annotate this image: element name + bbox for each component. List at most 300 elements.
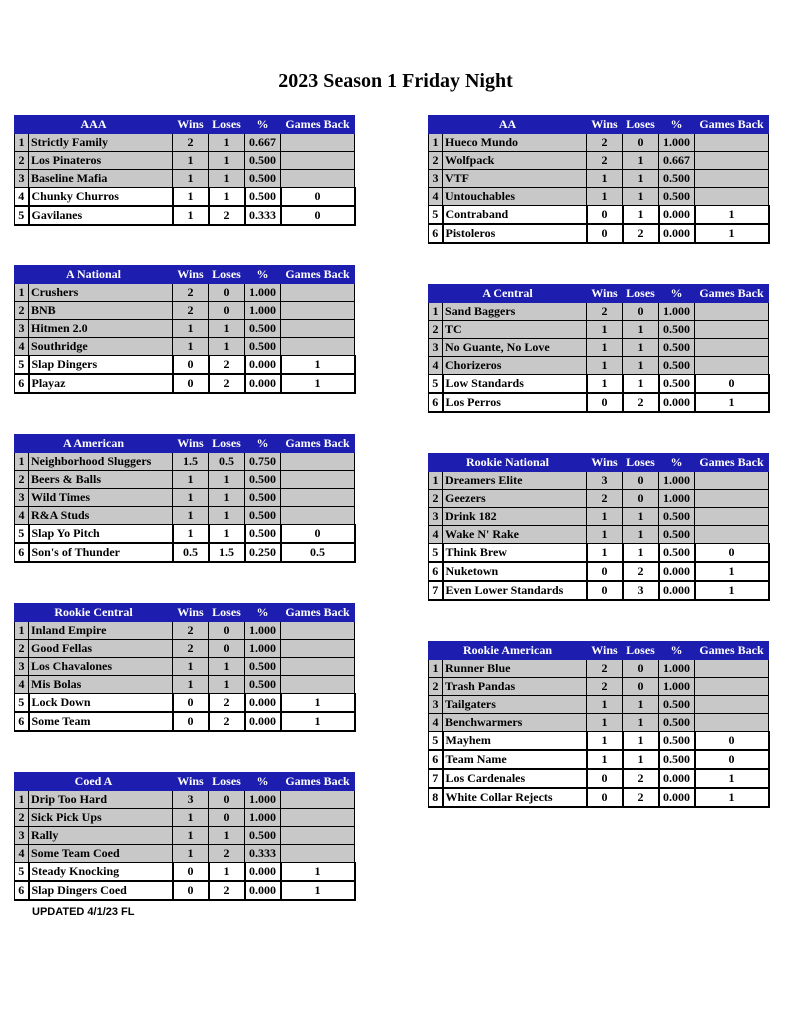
table-row xyxy=(429,526,769,544)
pct-cell: 0.000 xyxy=(245,694,281,713)
team-name-cell: Tailgaters xyxy=(443,696,587,714)
wins-cell: 2 xyxy=(587,134,623,152)
team-name-cell: Sick Pick Ups xyxy=(29,809,173,827)
pct-cell: 0.000 xyxy=(245,881,281,900)
wins-cell: 2 xyxy=(587,152,623,170)
wins-cell: 1 xyxy=(173,338,209,356)
games-back-cell: 1 xyxy=(281,694,355,713)
loses-cell: 0 xyxy=(209,640,245,658)
rank-cell: 1 xyxy=(15,453,29,471)
rank-cell: 2 xyxy=(15,152,29,170)
table-row xyxy=(15,845,355,863)
team-name-cell: Nuketown xyxy=(443,562,587,581)
rank-cell: 6 xyxy=(15,543,29,562)
loses-header: Loses xyxy=(623,642,659,660)
table-row xyxy=(429,750,769,769)
division-name: Rookie American xyxy=(429,642,587,660)
games-back-cell xyxy=(281,134,355,152)
pct-header: % xyxy=(245,266,281,284)
loses-header: Loses xyxy=(209,773,245,791)
pct-cell: 0.750 xyxy=(245,453,281,471)
wins-cell: 0 xyxy=(587,224,623,243)
pct-cell: 0.500 xyxy=(245,658,281,676)
wins-cell: 1 xyxy=(173,170,209,188)
loses-cell: 1 xyxy=(623,375,659,394)
wins-cell: 2 xyxy=(587,490,623,508)
pct-cell: 0.250 xyxy=(245,543,281,562)
games-back-cell: 1 xyxy=(695,769,769,788)
team-name-cell: Team Name xyxy=(443,750,587,769)
loses-cell: 1 xyxy=(623,526,659,544)
table-row xyxy=(429,581,769,600)
pct-cell: 0.333 xyxy=(245,206,281,225)
pct-cell: 0.000 xyxy=(245,356,281,375)
team-name-cell: Wake N' Rake xyxy=(443,526,587,544)
games-back-header: Games Back xyxy=(281,266,355,284)
rank-cell: 2 xyxy=(429,321,443,339)
wins-header: Wins xyxy=(173,435,209,453)
table-row xyxy=(15,525,355,544)
table-header-row xyxy=(15,773,355,791)
pct-cell: 1.000 xyxy=(659,660,695,678)
games-back-cell xyxy=(695,678,769,696)
table-row xyxy=(15,453,355,471)
pct-cell: 0.500 xyxy=(659,544,695,563)
table-row xyxy=(15,507,355,525)
pct-header: % xyxy=(659,116,695,134)
loses-cell: 1 xyxy=(623,339,659,357)
team-name-cell: Some Team xyxy=(29,712,173,731)
loses-cell: 1 xyxy=(209,188,245,207)
table-row xyxy=(429,696,769,714)
team-name-cell: No Guante, No Love xyxy=(443,339,587,357)
loses-cell: 1 xyxy=(623,321,659,339)
team-name-cell: Some Team Coed xyxy=(29,845,173,863)
games-back-cell xyxy=(695,490,769,508)
table-row xyxy=(429,788,769,807)
games-back-cell xyxy=(695,170,769,188)
pct-cell: 0.500 xyxy=(245,507,281,525)
team-name-cell: Pistoleros xyxy=(443,224,587,243)
wins-cell: 0 xyxy=(587,562,623,581)
team-name-cell: Contraband xyxy=(443,206,587,225)
wins-cell: 2 xyxy=(587,303,623,321)
games-back-cell: 1 xyxy=(281,356,355,375)
team-name-cell: Good Fellas xyxy=(29,640,173,658)
wins-cell: 1 xyxy=(173,471,209,489)
table-row xyxy=(429,206,769,225)
games-back-cell xyxy=(695,472,769,490)
table-row xyxy=(15,676,355,694)
pct-cell: 0.500 xyxy=(659,696,695,714)
pct-cell: 0.000 xyxy=(659,224,695,243)
loses-header: Loses xyxy=(623,285,659,303)
games-back-cell xyxy=(695,714,769,732)
rank-cell: 5 xyxy=(15,863,29,882)
table-header-row xyxy=(429,285,769,303)
table-row xyxy=(15,206,355,225)
loses-cell: 1 xyxy=(209,827,245,845)
team-name-cell: Mis Bolas xyxy=(29,676,173,694)
rank-cell: 2 xyxy=(15,809,29,827)
pct-cell: 0.500 xyxy=(659,170,695,188)
rank-cell: 6 xyxy=(429,750,443,769)
team-name-cell: Slap Dingers Coed xyxy=(29,881,173,900)
table-header-row xyxy=(429,454,769,472)
rank-cell: 1 xyxy=(15,134,29,152)
games-back-cell xyxy=(281,658,355,676)
games-back-cell xyxy=(695,357,769,375)
wins-header: Wins xyxy=(173,604,209,622)
division-name: AAA xyxy=(15,116,173,134)
games-back-header: Games Back xyxy=(281,773,355,791)
pct-cell: 0.500 xyxy=(245,489,281,507)
loses-cell: 2 xyxy=(209,694,245,713)
pct-cell: 0.667 xyxy=(659,152,695,170)
wins-header: Wins xyxy=(173,773,209,791)
rank-cell: 3 xyxy=(15,320,29,338)
pct-header: % xyxy=(659,285,695,303)
standings-table-rookie-central xyxy=(14,603,356,732)
wins-cell: 0 xyxy=(173,863,209,882)
team-name-cell: Wild Times xyxy=(29,489,173,507)
rank-cell: 3 xyxy=(15,170,29,188)
team-name-cell: Strictly Family xyxy=(29,134,173,152)
rank-cell: 4 xyxy=(429,526,443,544)
games-back-cell xyxy=(281,809,355,827)
standings-table-coed-a xyxy=(14,772,356,901)
loses-header: Loses xyxy=(209,116,245,134)
games-back-cell: 1 xyxy=(281,712,355,731)
pct-cell: 0.500 xyxy=(245,170,281,188)
pct-cell: 0.500 xyxy=(659,321,695,339)
games-back-cell xyxy=(281,676,355,694)
wins-cell: 1 xyxy=(587,357,623,375)
loses-cell: 0 xyxy=(209,302,245,320)
table-row xyxy=(15,320,355,338)
wins-cell: 1 xyxy=(587,188,623,206)
loses-cell: 1.5 xyxy=(209,543,245,562)
rank-cell: 3 xyxy=(429,696,443,714)
games-back-cell xyxy=(281,284,355,302)
wins-cell: 0 xyxy=(587,788,623,807)
table-row xyxy=(429,562,769,581)
games-back-cell: 1 xyxy=(281,881,355,900)
team-name-cell: Drink 182 xyxy=(443,508,587,526)
loses-cell: 2 xyxy=(209,845,245,863)
wins-cell: 1 xyxy=(587,526,623,544)
wins-header: Wins xyxy=(173,116,209,134)
division-name: A National xyxy=(15,266,173,284)
loses-cell: 1 xyxy=(209,134,245,152)
wins-cell: 1 xyxy=(587,321,623,339)
games-back-cell: 1 xyxy=(695,562,769,581)
wins-cell: 0 xyxy=(173,694,209,713)
rank-cell: 8 xyxy=(429,788,443,807)
rank-cell: 6 xyxy=(15,374,29,393)
loses-cell: 0 xyxy=(623,472,659,490)
wins-cell: 0 xyxy=(587,393,623,412)
rank-cell: 6 xyxy=(429,562,443,581)
pct-header: % xyxy=(245,435,281,453)
games-back-header: Games Back xyxy=(695,285,769,303)
updated-note: UPDATED 4/1/23 FL xyxy=(32,906,135,918)
loses-cell: 1 xyxy=(623,206,659,225)
wins-cell: 0 xyxy=(173,374,209,393)
rank-cell: 5 xyxy=(429,732,443,751)
games-back-cell: 0 xyxy=(281,206,355,225)
team-name-cell: Runner Blue xyxy=(443,660,587,678)
table-row xyxy=(15,881,355,900)
loses-cell: 1 xyxy=(209,170,245,188)
pct-header: % xyxy=(245,773,281,791)
table-row xyxy=(429,321,769,339)
wins-cell: 1 xyxy=(587,339,623,357)
loses-cell: 1 xyxy=(623,152,659,170)
wins-cell: 2 xyxy=(173,622,209,640)
games-back-cell: 0 xyxy=(695,544,769,563)
games-back-cell: 1 xyxy=(695,393,769,412)
team-name-cell: Chunky Churros xyxy=(29,188,173,207)
pct-header: % xyxy=(245,604,281,622)
wins-cell: 0 xyxy=(587,769,623,788)
wins-cell: 3 xyxy=(587,472,623,490)
rank-cell: 3 xyxy=(429,508,443,526)
rank-cell: 4 xyxy=(15,507,29,525)
wins-cell: 1 xyxy=(587,732,623,751)
loses-header: Loses xyxy=(209,604,245,622)
wins-cell: 0 xyxy=(173,356,209,375)
rank-cell: 4 xyxy=(429,714,443,732)
rank-cell: 2 xyxy=(15,640,29,658)
games-back-cell xyxy=(695,508,769,526)
games-back-cell xyxy=(281,489,355,507)
table-row xyxy=(15,694,355,713)
wins-cell: 2 xyxy=(173,302,209,320)
table-row xyxy=(429,732,769,751)
table-header-row xyxy=(15,435,355,453)
team-name-cell: Baseline Mafia xyxy=(29,170,173,188)
loses-cell: 0 xyxy=(623,678,659,696)
standings-table-aa xyxy=(428,115,770,244)
loses-cell: 1 xyxy=(623,750,659,769)
wins-cell: 1 xyxy=(173,206,209,225)
standings-table-aaa xyxy=(14,115,356,226)
team-name-cell: Sand Baggers xyxy=(443,303,587,321)
loses-cell: 1 xyxy=(623,544,659,563)
team-name-cell: Think Brew xyxy=(443,544,587,563)
games-back-cell xyxy=(695,660,769,678)
games-back-cell xyxy=(281,320,355,338)
loses-cell: 1 xyxy=(623,357,659,375)
pct-cell: 0.500 xyxy=(659,526,695,544)
games-back-cell xyxy=(281,471,355,489)
rank-cell: 5 xyxy=(15,694,29,713)
team-name-cell: Slap Yo Pitch xyxy=(29,525,173,544)
wins-cell: 1 xyxy=(173,507,209,525)
rank-cell: 6 xyxy=(15,881,29,900)
rank-cell: 4 xyxy=(15,845,29,863)
wins-cell: 1 xyxy=(587,170,623,188)
pct-cell: 1.000 xyxy=(659,678,695,696)
table-row xyxy=(429,490,769,508)
pct-cell: 0.500 xyxy=(245,827,281,845)
loses-cell: 1 xyxy=(209,658,245,676)
team-name-cell: Even Lower Standards xyxy=(443,581,587,600)
games-back-cell: 1 xyxy=(695,581,769,600)
team-name-cell: Wolfpack xyxy=(443,152,587,170)
loses-cell: 2 xyxy=(623,769,659,788)
games-back-cell: 1 xyxy=(695,206,769,225)
division-name: Coed A xyxy=(15,773,173,791)
rank-cell: 4 xyxy=(15,188,29,207)
table-row xyxy=(429,769,769,788)
page-title: 2023 Season 1 Friday Night xyxy=(278,70,513,92)
loses-cell: 1 xyxy=(209,152,245,170)
wins-cell: 1 xyxy=(173,809,209,827)
team-name-cell: Hitmen 2.0 xyxy=(29,320,173,338)
wins-cell: 1 xyxy=(587,544,623,563)
standings-table-a-american xyxy=(14,434,356,563)
rank-cell: 5 xyxy=(15,206,29,225)
pct-cell: 0.000 xyxy=(659,206,695,225)
games-back-header: Games Back xyxy=(695,642,769,660)
loses-cell: 2 xyxy=(209,712,245,731)
wins-header: Wins xyxy=(587,285,623,303)
wins-cell: 1 xyxy=(173,845,209,863)
loses-cell: 3 xyxy=(623,581,659,600)
games-back-cell xyxy=(281,152,355,170)
pct-header: % xyxy=(659,642,695,660)
table-row xyxy=(429,357,769,375)
rank-cell: 2 xyxy=(429,152,443,170)
loses-cell: 1 xyxy=(209,507,245,525)
team-name-cell: Gavilanes xyxy=(29,206,173,225)
table-row xyxy=(15,338,355,356)
table-row xyxy=(15,188,355,207)
pct-header: % xyxy=(659,454,695,472)
standings-table-a-central xyxy=(428,284,770,413)
table-row xyxy=(15,543,355,562)
rank-cell: 4 xyxy=(429,188,443,206)
table-row xyxy=(429,678,769,696)
games-back-cell xyxy=(281,302,355,320)
team-name-cell: Neighborhood Sluggers xyxy=(29,453,173,471)
pct-cell: 0.333 xyxy=(245,845,281,863)
loses-cell: 1 xyxy=(209,525,245,544)
loses-cell: 0 xyxy=(623,490,659,508)
table-header-row xyxy=(429,642,769,660)
table-row xyxy=(15,658,355,676)
table-row xyxy=(429,544,769,563)
loses-cell: 1 xyxy=(623,732,659,751)
team-name-cell: Son's of Thunder xyxy=(29,543,173,562)
games-back-cell xyxy=(281,507,355,525)
games-back-cell xyxy=(695,134,769,152)
table-row xyxy=(15,863,355,882)
team-name-cell: Beers & Balls xyxy=(29,471,173,489)
wins-cell: 1 xyxy=(173,525,209,544)
pct-cell: 0.500 xyxy=(659,375,695,394)
rank-cell: 7 xyxy=(429,769,443,788)
loses-cell: 1 xyxy=(623,696,659,714)
rank-cell: 6 xyxy=(429,393,443,412)
games-back-cell: 1 xyxy=(695,788,769,807)
loses-cell: 1 xyxy=(623,508,659,526)
pct-cell: 1.000 xyxy=(659,490,695,508)
team-name-cell: Inland Empire xyxy=(29,622,173,640)
loses-cell: 1 xyxy=(209,320,245,338)
wins-cell: 1 xyxy=(173,658,209,676)
team-name-cell: Trash Pandas xyxy=(443,678,587,696)
games-back-cell: 0 xyxy=(695,732,769,751)
rank-cell: 7 xyxy=(429,581,443,600)
rank-cell: 5 xyxy=(15,356,29,375)
games-back-header: Games Back xyxy=(281,604,355,622)
wins-cell: 2 xyxy=(173,284,209,302)
table-row xyxy=(429,375,769,394)
games-back-header: Games Back xyxy=(281,435,355,453)
pct-cell: 1.000 xyxy=(245,284,281,302)
loses-cell: 0 xyxy=(209,622,245,640)
team-name-cell: Untouchables xyxy=(443,188,587,206)
pct-cell: 0.500 xyxy=(245,338,281,356)
games-back-cell: 0 xyxy=(695,750,769,769)
wins-cell: 0 xyxy=(173,881,209,900)
table-row xyxy=(15,152,355,170)
team-name-cell: Steady Knocking xyxy=(29,863,173,882)
rank-cell: 5 xyxy=(429,206,443,225)
rank-cell: 2 xyxy=(429,490,443,508)
pct-cell: 0.500 xyxy=(245,188,281,207)
team-name-cell: Los Pinateros xyxy=(29,152,173,170)
games-back-header: Games Back xyxy=(695,454,769,472)
table-row xyxy=(15,134,355,152)
team-name-cell: Low Standards xyxy=(443,375,587,394)
standings-table-rookie-national xyxy=(428,453,770,601)
wins-cell: 1.5 xyxy=(173,453,209,471)
games-back-cell xyxy=(281,791,355,809)
table-row xyxy=(15,170,355,188)
table-header-row xyxy=(15,116,355,134)
table-header-row xyxy=(15,604,355,622)
team-name-cell: Southridge xyxy=(29,338,173,356)
loses-cell: 2 xyxy=(623,562,659,581)
pct-cell: 0.000 xyxy=(245,374,281,393)
wins-cell: 1 xyxy=(173,152,209,170)
games-back-cell: 0 xyxy=(281,525,355,544)
table-row xyxy=(15,489,355,507)
wins-cell: 1 xyxy=(173,676,209,694)
games-back-cell: 0 xyxy=(281,188,355,207)
loses-cell: 0 xyxy=(209,284,245,302)
loses-header: Loses xyxy=(623,454,659,472)
rank-cell: 5 xyxy=(15,525,29,544)
pct-cell: 0.000 xyxy=(245,863,281,882)
wins-header: Wins xyxy=(587,116,623,134)
wins-header: Wins xyxy=(587,642,623,660)
loses-cell: 2 xyxy=(209,356,245,375)
wins-cell: 1 xyxy=(587,508,623,526)
pct-cell: 0.000 xyxy=(245,712,281,731)
loses-cell: 2 xyxy=(209,206,245,225)
loses-cell: 1 xyxy=(209,489,245,507)
wins-cell: 1 xyxy=(587,714,623,732)
team-name-cell: Lock Down xyxy=(29,694,173,713)
table-row xyxy=(15,302,355,320)
loses-cell: 2 xyxy=(623,224,659,243)
wins-cell: 0 xyxy=(587,581,623,600)
